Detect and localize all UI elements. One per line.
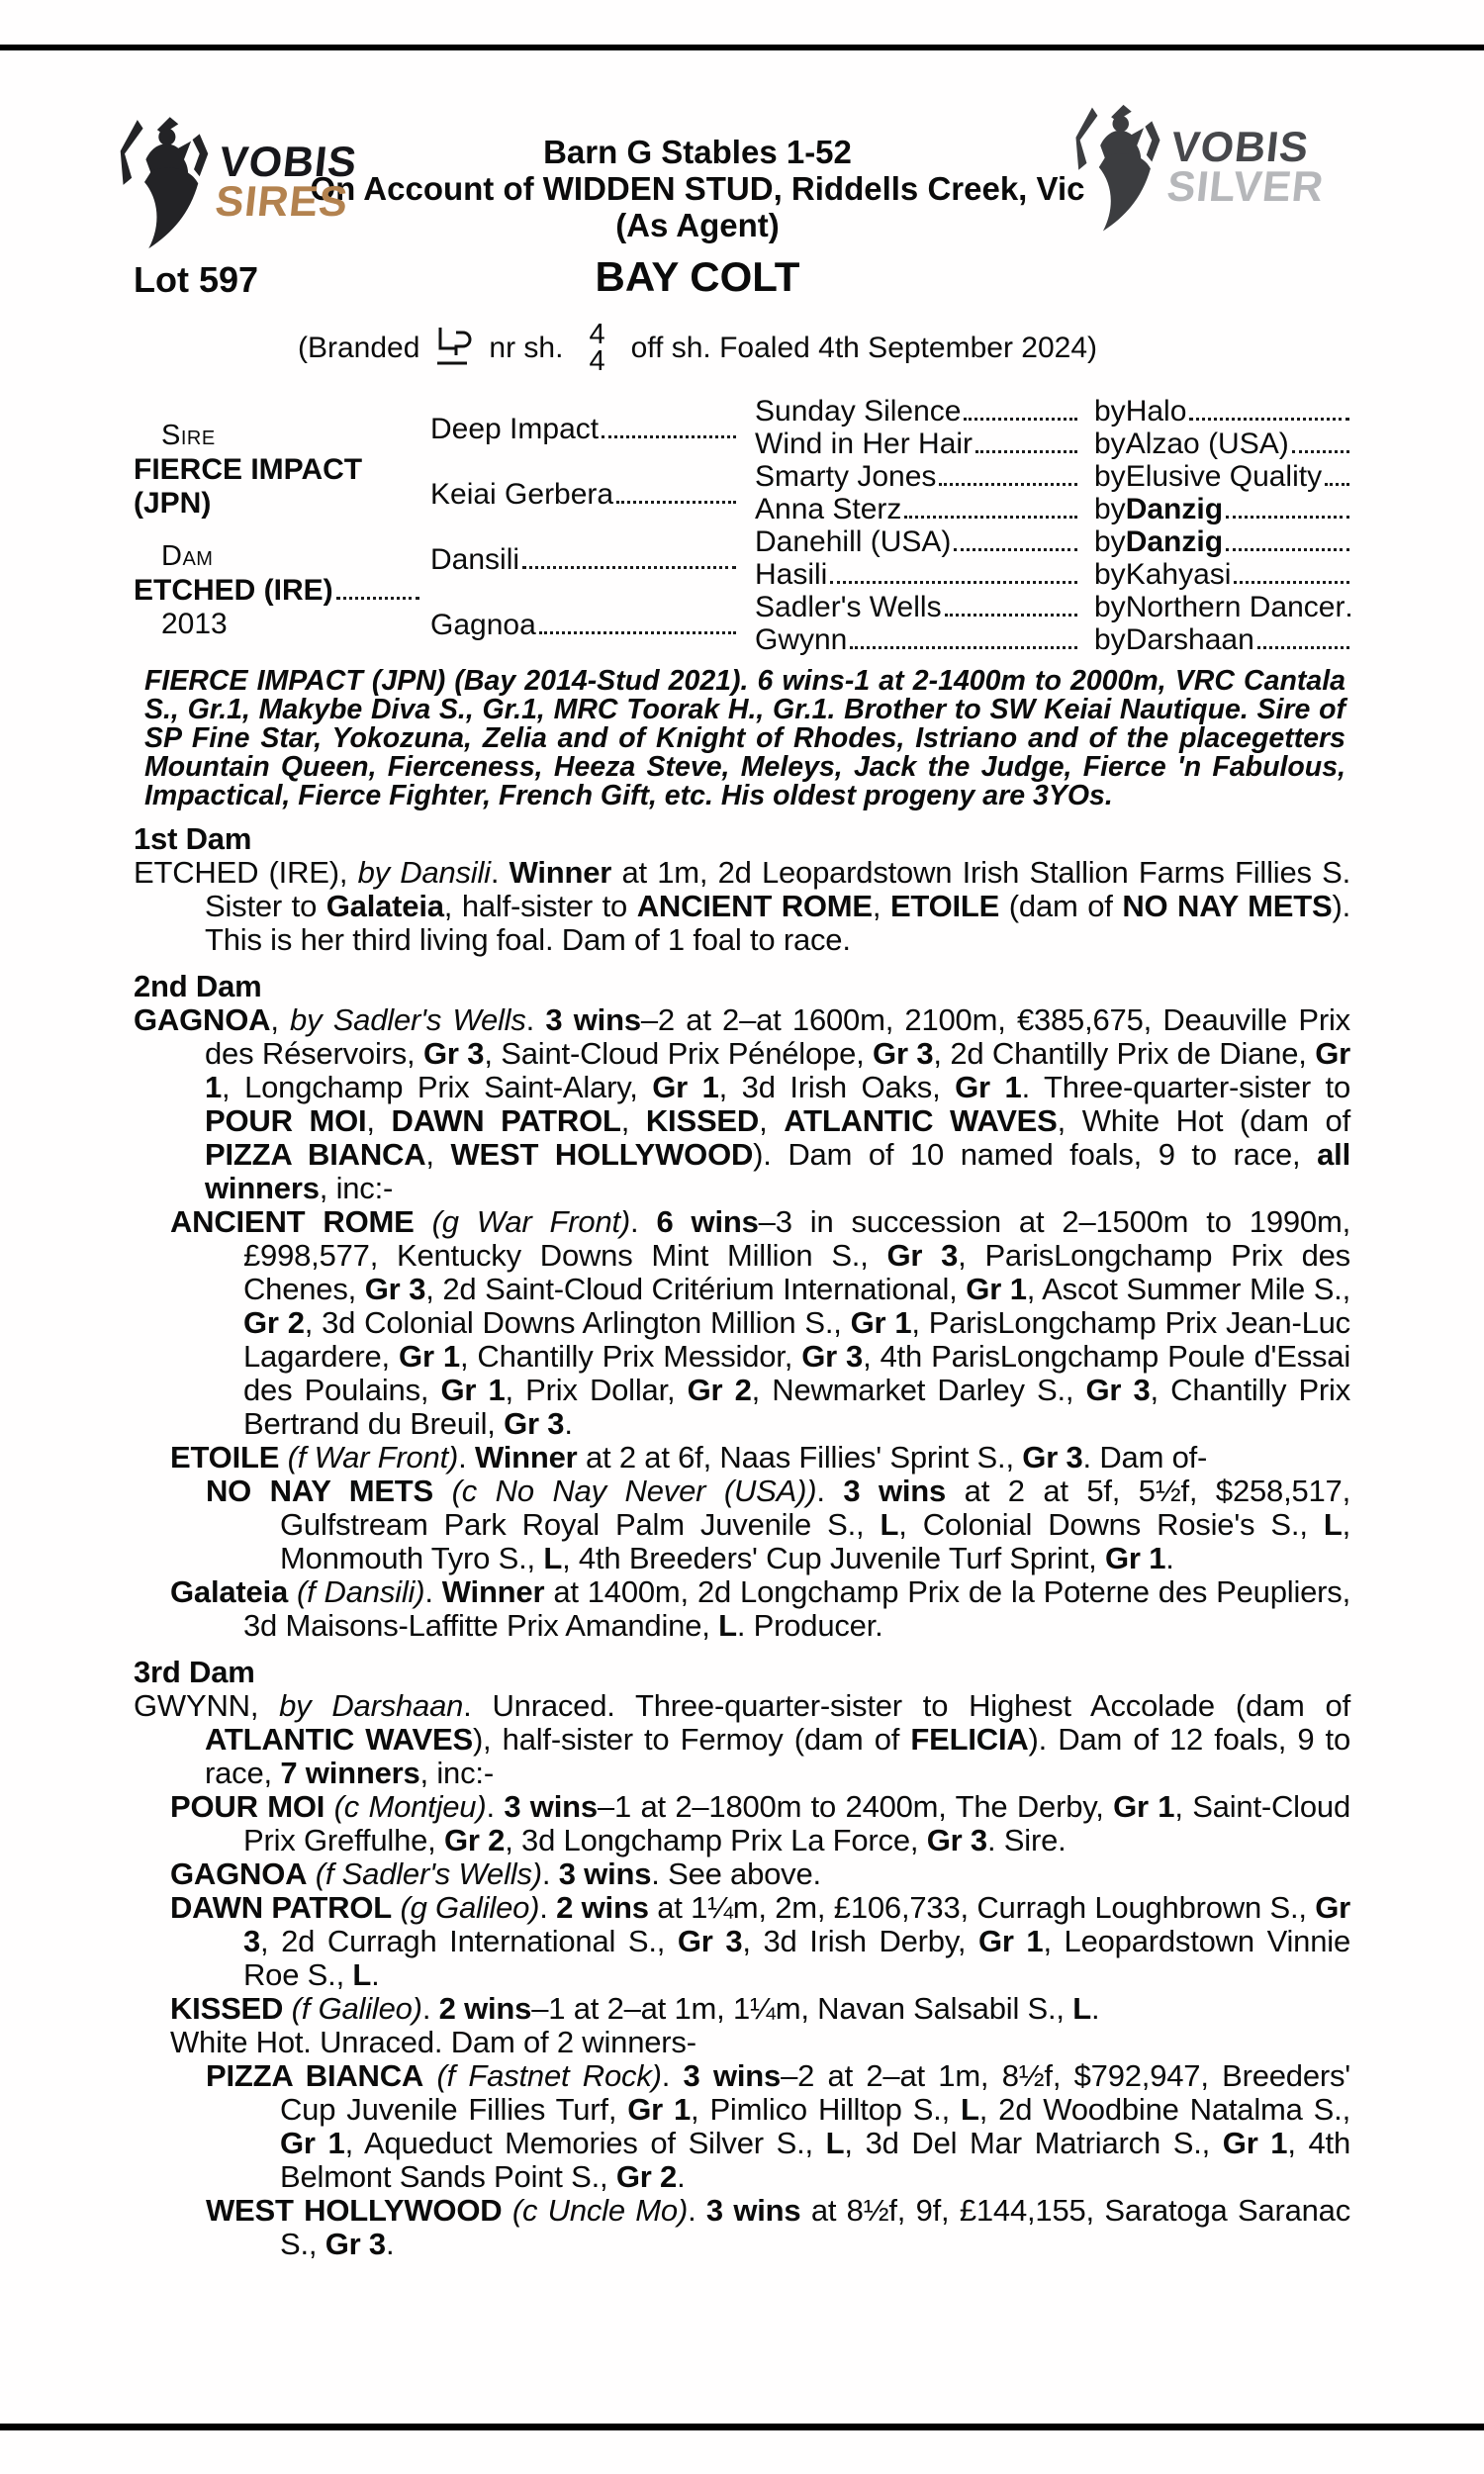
- horse-name: FIERCE IMPACT (JPN): [134, 453, 363, 520]
- dotted-leader: [1234, 581, 1349, 584]
- logo-word-vobis: VOBIS: [217, 139, 360, 186]
- pedigree-paragraph: POUR MOI (c Montjeu). 3 wins–1 at 2–1800m to 2400m, The Derby, Gr 1, Saint-Cloud Prix Greffulhe, Gr 2, 3d Longchamp Prix La Force, Gr 3. Sire.: [170, 1789, 1350, 1857]
- parent-cell: Keiai Gerbera: [430, 461, 737, 526]
- grandsire-cell: by Danzig: [1078, 494, 1350, 526]
- grandparent-cell: Anna Sterz: [737, 494, 1078, 526]
- horse-name: ETCHED (IRE): [134, 574, 420, 608]
- grandparent-cell: Sadler's Wells: [737, 592, 1078, 624]
- dotted-leader: [1226, 548, 1349, 551]
- dotted-leader: [1325, 483, 1349, 486]
- logo-wordmark: [1164, 124, 1331, 211]
- sire-cell: [134, 396, 430, 526]
- dam-heading: 1st Dam: [134, 821, 252, 856]
- bottom-rule: [0, 2424, 1484, 2430]
- pedigree-paragraph: GAGNOA (f Sadler's Wells). 3 wins. See above.: [170, 1856, 821, 1891]
- pedigree-paragraph: GWYNN, by Darshaan. Unraced. Three-quarter-sister to Highest Accolade (dam of ATLANTIC WAVES), half-sister to Fermoy (dam of FELICIA). Dam of 12 foals, 9 to race, 7 winners, inc:-: [134, 1688, 1351, 1790]
- pedigree-paragraph: KISSED (f Galileo). 2 wins–1 at 2–at 1m, 1¼m, Navan Salsabil S., L.: [170, 1991, 1100, 2026]
- brand-mark-icon: [431, 323, 477, 374]
- dotted-leader: [945, 614, 1077, 617]
- lot-title-row: [0, 253, 1484, 305]
- sire-summary: FIERCE IMPACT (JPN) (Bay 2014-Stud 2021). 6 wins-1 at 2-1400m to 2000m, VRC Cantala S., Gr.1, Makybe Diva S., Gr.1, MRC Toorak H., Gr.1. Brother to SW Keiai Nautique. Sire of SP Fine Star, Yokozuna, Zelia and of Knight of Rhodes, Istriano and of the placegetters Mountain Queen, Fierceness, Heeza Steve, Meleys, Jack the Judge, Fierce 'n Fabulous, Impactical, Fierce Fighter, French Gift, etc. His oldest progeny are 3YOs.: [144, 665, 1345, 811]
- dotted-leader: [1347, 614, 1350, 617]
- grandsire-cell: by Elusive Quality: [1078, 461, 1350, 494]
- grandparent-cell: Hasili: [737, 559, 1078, 592]
- dotted-leader: [1189, 418, 1349, 421]
- branded-prefix: (Branded: [297, 332, 420, 364]
- dam-sections: [134, 822, 1350, 2261]
- dotted-leader: [1226, 516, 1349, 519]
- branded-suffix: off sh. Foaled 4th September 2024): [630, 332, 1097, 364]
- grandparent-cell: Wind in Her Hair: [737, 428, 1078, 461]
- dotted-leader: [975, 450, 1077, 453]
- pedigree-paragraph: WEST HOLLYWOOD (c Uncle Mo). 3 wins at 8½f, 9f, £144,155, Saratoga Saranac S., Gr 3.: [206, 2193, 1351, 2261]
- grandsire-cell: by Danzig: [1078, 526, 1350, 559]
- horse-jockey-icon: [1070, 96, 1165, 238]
- horse-jockey-icon: [115, 108, 214, 256]
- pedigree-paragraph: ETOILE (f War Front). Winner at 2 at 6f, Naas Fillies' Sprint S., Gr 3. Dam of-: [170, 1440, 1208, 1475]
- agent-line: (As Agent): [615, 207, 780, 243]
- branded-nr-sh: nr sh.: [489, 332, 564, 364]
- brand-number-top: 4: [589, 319, 605, 350]
- dam-heading: 2nd Dam: [134, 969, 262, 1003]
- grandsire-cell: by Northern Dancer: [1078, 592, 1350, 624]
- grandparent-cell: Smarty Jones: [737, 461, 1078, 494]
- logo-word-silver: SILVER: [1164, 163, 1327, 211]
- pedigree-paragraph: GAGNOA, by Sadler's Wells. 3 wins–2 at 2–at 1600m, 2100m, €385,675, Deauville Prix des Réservoirs, Gr 3, Saint-Cloud Prix Pénélope, Gr 3, 2d Chantilly Prix de Diane, Gr 1, Longchamp Prix Saint-Alary, Gr 1, 3d Irish Oaks, Gr 1. Three-quarter-sister to POUR MOI, DAWN PATROL, KISSED, ATLANTIC WAVES, White Hot (dam of PIZZA BIANCA, WEST HOLLYWOOD). Dam of 10 named foals, 9 to race, all winners, inc:-: [134, 1002, 1351, 1205]
- parent-cell: Gagnoa: [430, 592, 737, 657]
- pedigree-paragraph: PIZZA BIANCA (f Fastnet Rock). 3 wins–2 at 2–at 1m, 8½f, $792,947, Breeders' Cup Juvenile Fillies Turf, Gr 1, Pimlico Hilltop S., L, 2d Woodbine Natalma S., Gr 1, Aqueduct Memories of Silver S., L, 3d Del Mar Matriarch S., Gr 1, 4th Belmont Sands Point S., Gr 2.: [206, 2058, 1351, 2194]
- dotted-leader: [850, 646, 1077, 649]
- role-label: Dam: [161, 540, 214, 572]
- parent-cell: Deep Impact: [430, 396, 737, 461]
- grandparent-cell: Sunday Silence: [737, 396, 1078, 428]
- pedigree-table: [134, 396, 1350, 657]
- dotted-leader: [522, 566, 736, 569]
- grandsire-cell: by Alzao (USA): [1078, 428, 1350, 461]
- dotted-leader: [539, 631, 736, 634]
- page-header: [0, 50, 1484, 253]
- dotted-leader: [964, 418, 1077, 421]
- dam-cell: [134, 526, 430, 657]
- dotted-leader: [1292, 450, 1349, 453]
- grandparent-cell: Gwynn: [737, 624, 1078, 657]
- brand-number-stack: [575, 319, 618, 377]
- vobis-sires-logo: [115, 108, 360, 256]
- dotted-leader: [939, 483, 1077, 486]
- pedigree-paragraph: DAWN PATROL (g Galileo). 2 wins at 1¼m, 2m, £106,733, Curragh Loughbrown S., Gr 3, 2d Curragh International S., Gr 3, 3d Irish Derby, Gr 1, Leopardstown Vinnie Roe S., L.: [170, 1890, 1350, 1992]
- grandsire-cell: by Halo: [1078, 396, 1350, 428]
- role-label: Sire: [161, 420, 216, 451]
- grandsire-cell: by Kahyasi: [1078, 559, 1350, 592]
- grandsire-cell: by Darshaan: [1078, 624, 1350, 657]
- lot-number: Lot 597: [134, 259, 259, 300]
- branded-line: [0, 305, 1395, 392]
- logo-word-vobis: VOBIS: [1168, 124, 1312, 171]
- pedigree-paragraph: NO NAY METS (c No Nay Never (USA)). 3 wins at 2 at 5f, 5½f, $258,517, Gulfstream Park Royal Palm Juvenile S., L, Colonial Downs Rosie's S., L, Monmouth Tyro S., L, 4th Breeders' Cup Juvenile Turf Sprint, Gr 1.: [206, 1474, 1351, 1575]
- pedigree-paragraph: ETCHED (IRE), by Dansili. Winner at 1m, 2d Leopardstown Irish Stallion Farms Fillies S. Sister to Galateia, half-sister to ANCIENT ROME, ETOILE (dam of NO NAY METS). This is her third living foal. Dam of 1 foal to race.: [134, 855, 1350, 957]
- pedigree-paragraph: White Hot. Unraced. Dam of 2 winners-: [170, 2025, 696, 2059]
- brand-number-bottom: 4: [589, 345, 605, 377]
- parent-cell: Dansili: [430, 526, 737, 592]
- dotted-leader: [616, 501, 736, 504]
- dotted-leader: [602, 435, 736, 438]
- grandparent-cell: Danehill (USA): [737, 526, 1078, 559]
- page-title: BAY COLT: [595, 253, 800, 300]
- vobis-silver-logo: [1070, 96, 1326, 238]
- dotted-leader: [954, 548, 1077, 551]
- dotted-leader: [904, 516, 1077, 519]
- pedigree-paragraph: ANCIENT ROME (g War Front). 6 wins–3 in succession at 2–1500m to 1990m, £998,577, Kentucky Downs Mint Million S., Gr 3, ParisLongchamp Prix des Chenes, Gr 3, 2d Saint-Cloud Critérium International, Gr 1, Ascot Summer Mile S., Gr 2, 3d Colonial Downs Arlington Million S., Gr 1, ParisLongchamp Prix Jean-Luc Lagardere, Gr 1, Chantilly Prix Messidor, Gr 3, 4th ParisLongchamp Poule d'Essai des Poulains, Gr 1, Prix Dollar, Gr 2, Newmarket Darley S., Gr 3, Chantilly Prix Bertrand du Breuil, Gr 3.: [170, 1204, 1351, 1441]
- logo-word-sires: SIRES: [213, 178, 351, 226]
- pedigree-paragraph: Galateia (f Dansili). Winner at 1400m, 2d Longchamp Prix de la Poterne des Peupliers, 3d Maisons-Laffitte Prix Amandine, L. Producer.: [170, 1574, 1351, 1643]
- dotted-leader: [336, 597, 419, 600]
- logo-wordmark: [213, 139, 360, 226]
- barn-line: Barn G Stables 1-52: [543, 134, 852, 170]
- foaling-year: 2013: [161, 608, 228, 640]
- dotted-leader: [1257, 646, 1349, 649]
- dotted-leader: [830, 581, 1077, 584]
- account-line: On Account of WIDDEN STUD, Riddells Creek, Vic: [310, 170, 1085, 207]
- dam-heading: 3rd Dam: [134, 1655, 255, 1689]
